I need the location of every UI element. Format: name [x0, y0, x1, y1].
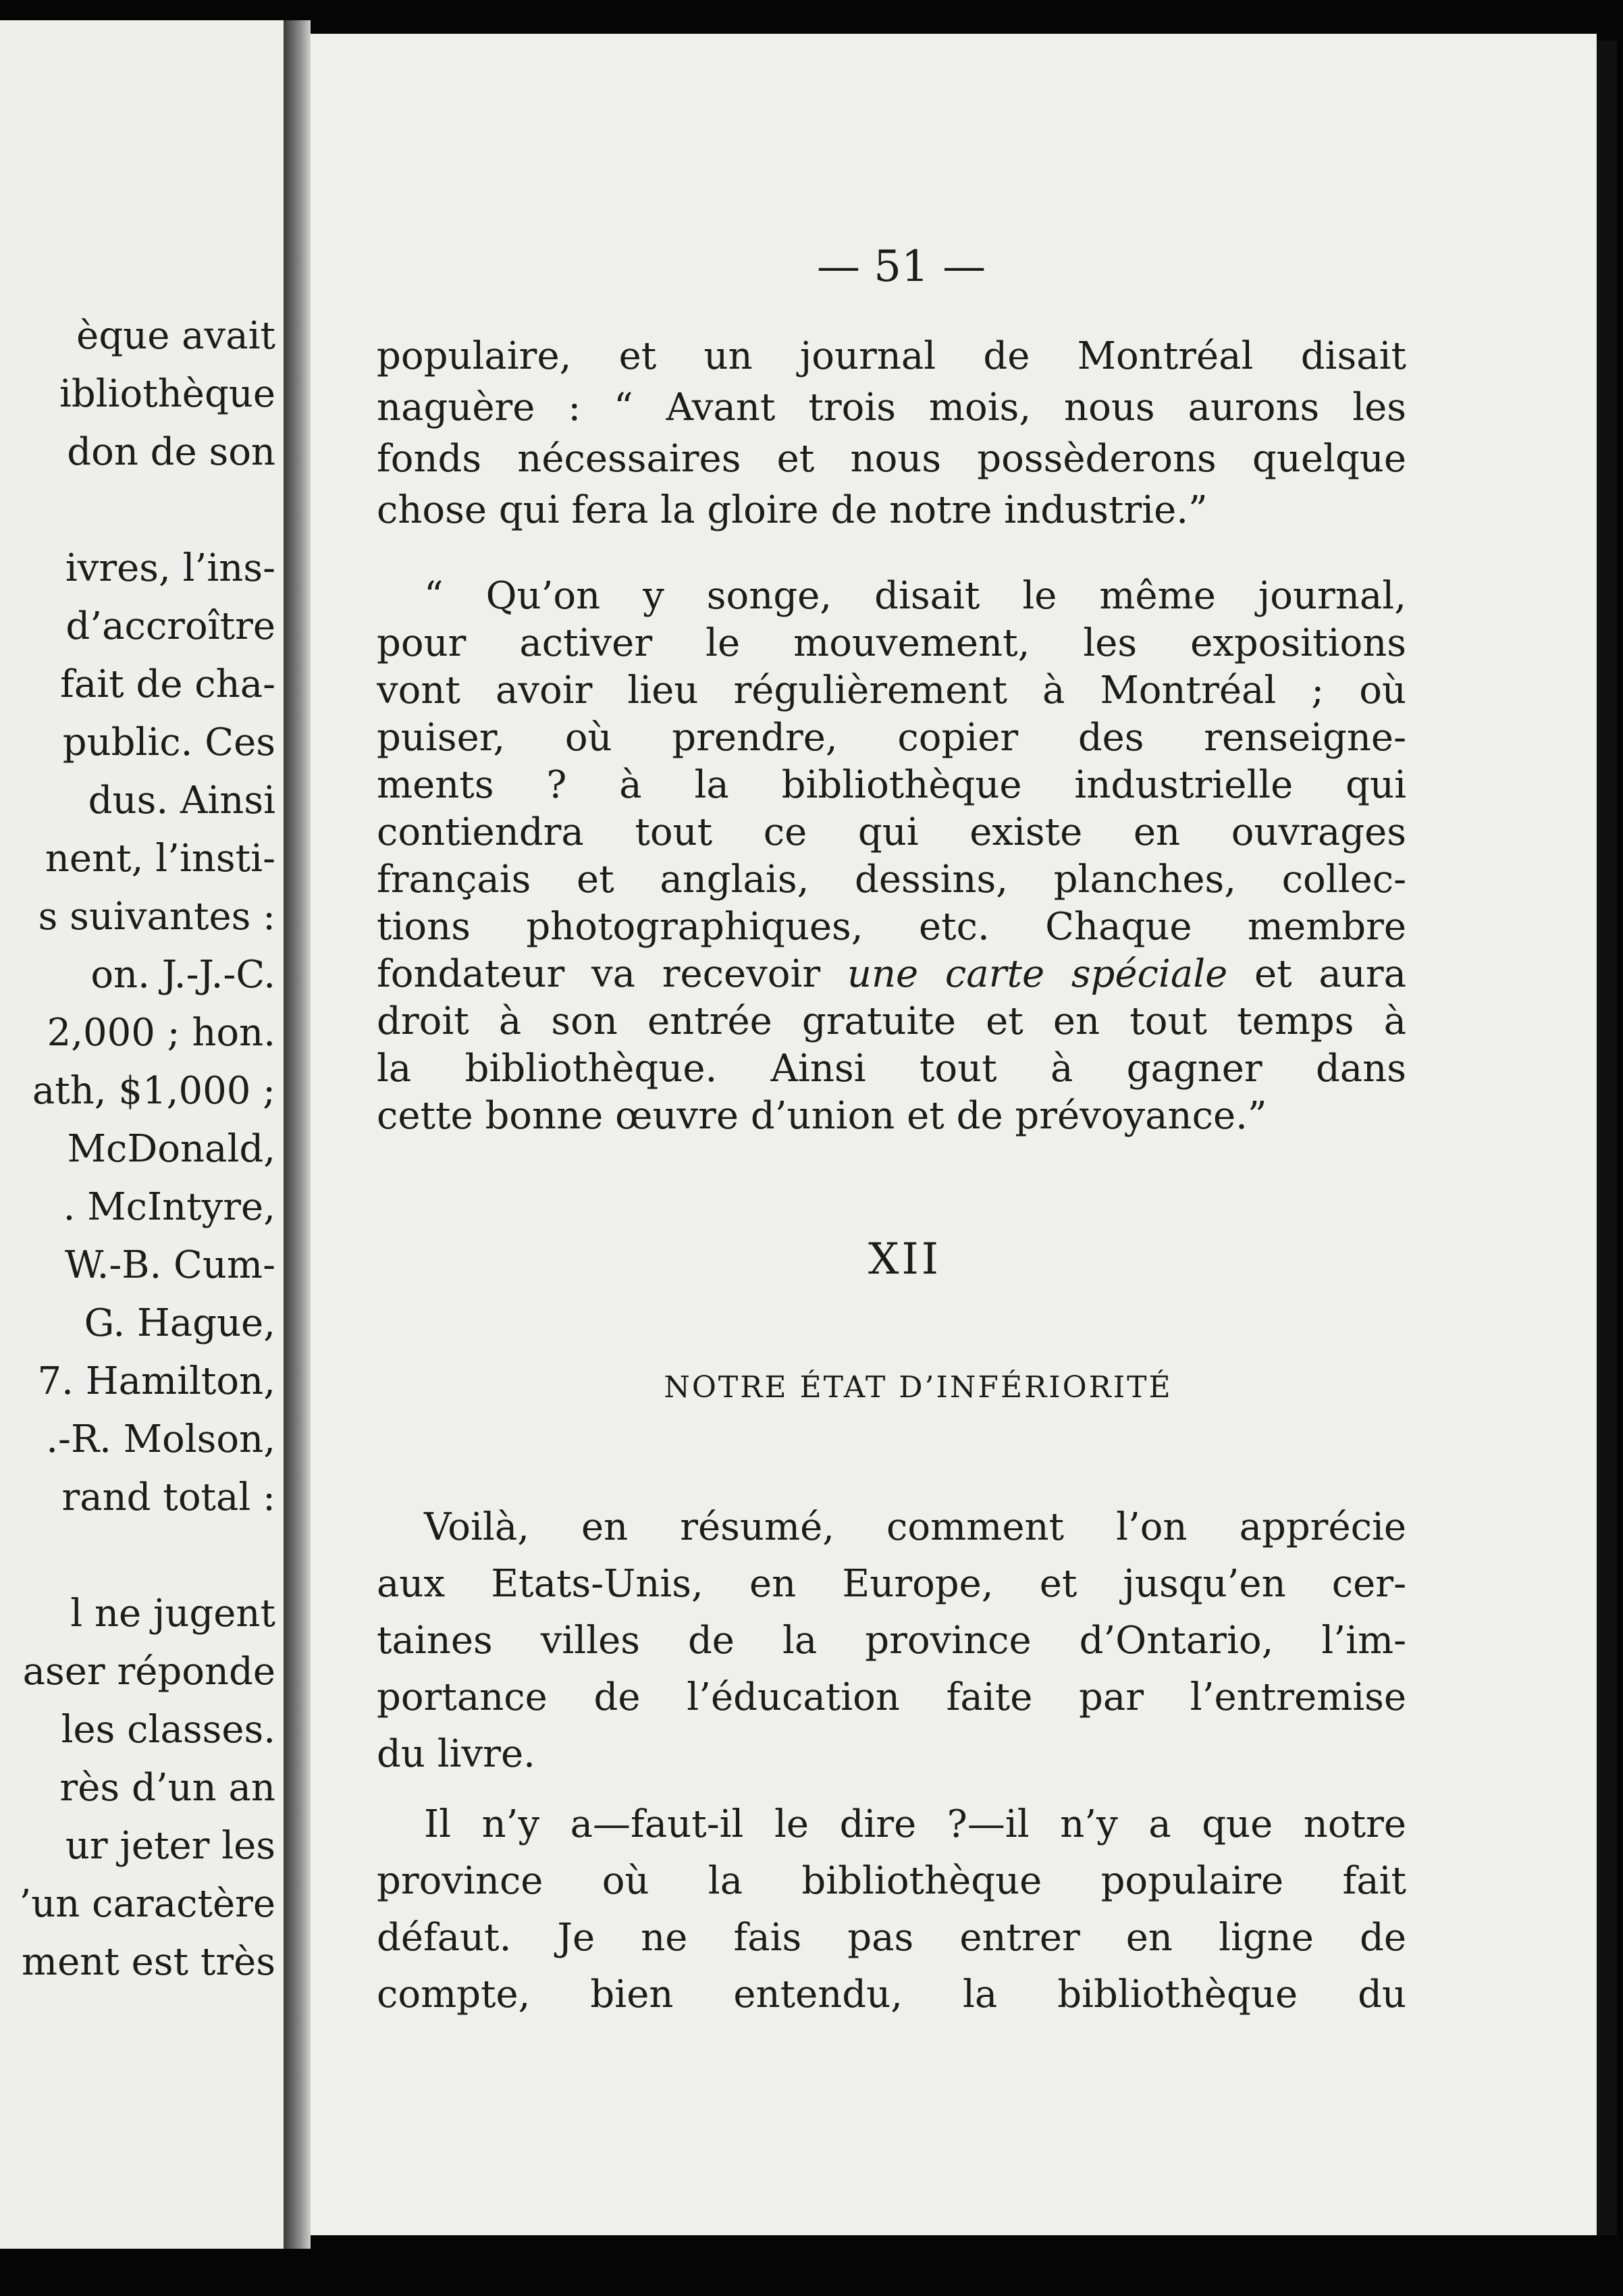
left-text-line: 7. Hamilton,: [37, 1359, 275, 1403]
text-line: [377, 951, 1406, 998]
left-text-line: public. Ces: [62, 721, 275, 764]
left-text-line: 2,000 ; hon.: [47, 1011, 275, 1055]
left-text-line: McDonald,: [67, 1127, 275, 1171]
text-line: pour activer le mouvement, les expositions: [377, 621, 1406, 665]
left-text-line: les classes.: [61, 1708, 275, 1752]
paragraph-2: [377, 573, 1406, 1140]
text-line: naguère : “ Avant trois mois, nous aurons les: [377, 386, 1406, 429]
paragraph-4: [377, 1796, 1406, 2023]
left-text-line: W.-B. Cum-: [64, 1243, 275, 1287]
italic-phrase: une carte spéciale: [847, 952, 1228, 996]
book-gutter: [284, 20, 311, 2249]
left-text-line: .-R. Molson,: [46, 1417, 275, 1461]
page-edge-shadow: [1597, 41, 1617, 2235]
left-text-line: s suivantes :: [38, 895, 275, 939]
text-line: taines villes de la province d’Ontario, l’im-: [377, 1619, 1406, 1663]
left-text-line: rès d’un an: [59, 1766, 275, 1810]
chapter-number: XII: [868, 1234, 942, 1284]
text-line: aux Etats-Unis, en Europe, et jusqu’en cer-: [377, 1562, 1406, 1606]
text-run: fondateur va recevoir: [377, 952, 847, 996]
left-page-text: [0, 307, 275, 1991]
left-text-line: ment est très: [22, 1940, 275, 1984]
text-line: chose qui fera la gloire de notre industrie.”: [377, 488, 1208, 532]
text-line: contiendra tout ce qui existe en ouvrages: [377, 810, 1406, 854]
left-text-line: dus. Ainsi: [88, 779, 275, 823]
chapter-title: NOTRE ÉTAT D’INFÉRIORITÉ: [664, 1370, 1173, 1405]
left-text-line: ath, $1,000 ;: [32, 1069, 275, 1113]
text-line: tions photographiques, etc. Chaque membre: [377, 905, 1406, 949]
left-text-line: on. J.-J.-C.: [90, 953, 275, 997]
text-line: cette bonne œuvre d’union et de prévoyance.”: [377, 1094, 1267, 1138]
text-line: province où la bibliothèque populaire fait: [377, 1859, 1406, 1903]
left-text-line: ur jeter les: [65, 1824, 275, 1868]
left-text-line: l ne jugent: [70, 1592, 275, 1636]
text-line: fonds nécessaires et nous possèderons quelque: [377, 437, 1406, 481]
text-line: puiser, où prendre, copier des renseigne-: [377, 716, 1406, 760]
paragraph-1: [377, 331, 1406, 536]
left-text-line: ’un caractère: [19, 1882, 275, 1926]
left-text-line: rand total :: [61, 1476, 275, 1519]
text-line: compte, bien entendu, la bibliothèque du: [377, 1973, 1406, 2016]
page-number: — 51 —: [816, 242, 986, 292]
left-text-line: don de son: [67, 430, 275, 474]
text-line: français et anglais, dessins, planches, collec-: [377, 858, 1406, 902]
text-run: et aura: [1227, 952, 1406, 996]
text-line: droit à son entrée gratuite et en tout temps à: [377, 999, 1406, 1043]
left-text-line: [0, 481, 275, 540]
text-line: défaut. Je ne fais pas entrer en ligne de: [377, 1916, 1406, 1960]
left-text-line: ibliothèque: [59, 372, 275, 416]
paragraph-3: [377, 1499, 1406, 1783]
text-line: vont avoir lieu régulièrement à Montréal ; où: [377, 669, 1406, 712]
left-text-line: èque avait: [76, 314, 275, 358]
text-line: ments ? à la bibliothèque industrielle qui: [377, 763, 1406, 807]
left-text-line: ivres, l’ins-: [65, 546, 275, 590]
left-text-line: G. Hague,: [84, 1301, 275, 1345]
text-line: Voilà, en résumé, comment l’on apprécie: [424, 1505, 1406, 1549]
left-text-line: aser réponde: [22, 1650, 275, 1694]
text-line: la bibliothèque. Ainsi tout à gagner dans: [377, 1047, 1406, 1091]
text-line: portance de l’éducation faite par l’entremise: [377, 1675, 1406, 1719]
text-line: populaire, et un journal de Montréal disait: [377, 334, 1406, 378]
text-line: du livre.: [377, 1732, 535, 1776]
left-text-line: d’accroître: [65, 604, 275, 648]
left-text-line: nent, l’insti-: [45, 837, 275, 881]
left-text-line: [0, 1527, 275, 1585]
left-text-line: fait de cha-: [60, 662, 275, 706]
left-text-line: . McIntyre,: [63, 1185, 275, 1229]
text-line: Il n’y a—faut-il le dire ?—il n’y a que notre: [424, 1802, 1406, 1846]
text-line: “ Qu’on y songe, disait le même journal,: [424, 574, 1406, 618]
